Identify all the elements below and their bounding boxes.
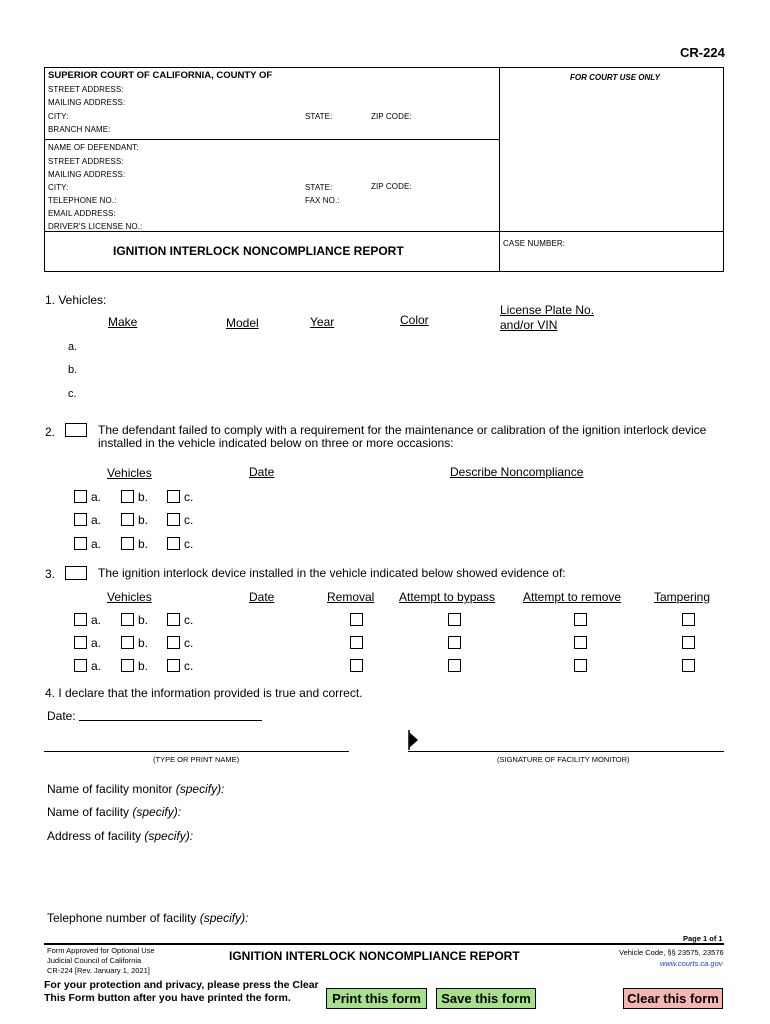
- form-id: CR-224: [680, 45, 725, 60]
- print-form-button[interactable]: Print this form: [326, 988, 427, 1009]
- name-line[interactable]: [44, 751, 349, 752]
- s2-r1-b-checkbox[interactable]: [121, 490, 134, 503]
- fax-label: FAX NO.:: [305, 196, 340, 205]
- state-label: STATE:: [305, 112, 333, 121]
- monitor-name-row: [47, 782, 224, 796]
- s3-r2-c-checkbox[interactable]: [167, 636, 180, 649]
- facility-address-specify: (specify):: [144, 829, 194, 843]
- s3-r1-c-label: c.: [184, 613, 194, 627]
- monitor-name-specify: (specify):: [175, 782, 225, 796]
- facility-phone-row: [47, 911, 248, 925]
- revision-text: CR-224 [Rev. January 1, 2021]: [47, 966, 150, 975]
- facility-address-label: Address of facility: [47, 829, 142, 843]
- s3-r1-a-label: a.: [91, 613, 102, 627]
- vehicle-row-a: a.: [68, 341, 78, 353]
- col-year: Year: [310, 315, 335, 329]
- defendant-zip-label: ZIP CODE:: [371, 182, 412, 191]
- s2-r2-a-checkbox[interactable]: [74, 513, 87, 526]
- section3-text: The ignition interlock device installed in the vehicle indicated below showed evidence of:: [98, 566, 566, 580]
- facility-phone-label: Telephone number of facility: [47, 911, 197, 925]
- s2-r1-a-checkbox[interactable]: [74, 490, 87, 503]
- defendant-city-label: CITY:: [48, 183, 69, 192]
- code-reference: Vehicle Code, §§ 23575, 23576: [619, 948, 724, 957]
- s3-r3-removal-checkbox[interactable]: [350, 659, 363, 672]
- s3-r2-removal-checkbox[interactable]: [350, 636, 363, 649]
- s2-r1-c-label: c.: [184, 490, 194, 504]
- license-label: DRIVER'S LICENSE NO.:: [48, 222, 143, 231]
- defendant-name-label: NAME OF DEFENDANT:: [48, 143, 139, 152]
- vehicle-row-b: b.: [68, 364, 78, 376]
- caption-divider: [499, 67, 500, 272]
- section2-checkbox[interactable]: [65, 423, 87, 437]
- caption-box: [44, 67, 724, 272]
- signature-caption: (SIGNATURE OF FACILITY MONITOR): [497, 755, 630, 764]
- s3-col-vehicles: Vehicles: [107, 590, 152, 604]
- s3-col-bypass: Attempt to bypass: [399, 590, 496, 604]
- col-license: License Plate No.: [500, 303, 595, 317]
- s3-r3-tampering-checkbox[interactable]: [682, 659, 695, 672]
- s3-r2-bypass-checkbox[interactable]: [448, 636, 461, 649]
- s2-col-describe: Describe Noncompliance: [450, 465, 584, 479]
- section3-number: 3.: [45, 567, 56, 581]
- s3-r3-bypass-checkbox[interactable]: [448, 659, 461, 672]
- s3-r2-b-checkbox[interactable]: [121, 636, 134, 649]
- page-number: Page 1 of 1: [683, 934, 723, 943]
- section2-number: 2.: [45, 425, 56, 439]
- privacy-text-1: For your protection and privacy, please press the Clear: [44, 979, 319, 991]
- section2-text1: The defendant failed to comply with a requirement for the maintenance or calibration of the ignition interlock device: [98, 423, 707, 437]
- s3-r2-remove-checkbox[interactable]: [574, 636, 587, 649]
- footer-title: IGNITION INTERLOCK NONCOMPLIANCE REPORT: [229, 949, 520, 963]
- email-label: EMAIL ADDRESS:: [48, 209, 116, 218]
- case-number-label: CASE NUMBER:: [503, 239, 566, 248]
- s3-r1-b-checkbox[interactable]: [121, 613, 134, 626]
- city-label: CITY:: [48, 112, 69, 121]
- s2-r1-b-label: b.: [138, 490, 149, 504]
- s2-col-date: Date: [249, 465, 275, 479]
- col-model: Model: [226, 316, 259, 330]
- s3-col-tampering: Tampering: [654, 590, 711, 604]
- courts-link[interactable]: www.courts.ca.gov: [660, 959, 723, 968]
- s3-col-removal: Removal: [327, 590, 375, 604]
- telephone-label: TELEPHONE NO.:: [48, 196, 117, 205]
- clear-form-button[interactable]: Clear this form: [623, 988, 723, 1009]
- s2-r3-b-checkbox[interactable]: [121, 537, 134, 550]
- s2-r2-c-label: c.: [184, 513, 194, 527]
- branch-label: BRANCH NAME:: [48, 125, 111, 134]
- s2-r1-a-label: a.: [91, 490, 102, 504]
- s3-r2-tampering-checkbox[interactable]: [682, 636, 695, 649]
- facility-phone-specify: (specify):: [199, 911, 249, 925]
- s3-col-remove: Attempt to remove: [523, 590, 622, 604]
- signature-arrow-icon: [408, 730, 420, 750]
- s3-col-date: Date: [249, 590, 275, 604]
- s2-r3-c-checkbox[interactable]: [167, 537, 180, 550]
- s2-r2-b-checkbox[interactable]: [121, 513, 134, 526]
- declaration-text: 4. I declare that the information provided is true and correct.: [45, 686, 363, 700]
- defendant-mailing-label: MAILING ADDRESS:: [48, 170, 126, 179]
- vehicles-heading: 1. Vehicles:: [45, 293, 107, 307]
- facility-name-row: [47, 805, 181, 819]
- s3-r2-b-label: b.: [138, 636, 149, 650]
- defendant-street-label: STREET ADDRESS:: [48, 157, 124, 166]
- s2-r1-c-checkbox[interactable]: [167, 490, 180, 503]
- signature-line[interactable]: [408, 751, 724, 752]
- facility-name-label: Name of facility: [47, 805, 130, 819]
- s3-r1-remove-checkbox[interactable]: [574, 613, 587, 626]
- s2-col-vehicles: Vehicles: [107, 466, 152, 480]
- street-label: STREET ADDRESS:: [48, 85, 124, 94]
- facility-name-specify: (specify):: [132, 805, 182, 819]
- s3-r2-a-checkbox[interactable]: [74, 636, 87, 649]
- s2-r2-a-label: a.: [91, 513, 102, 527]
- s3-r1-b-label: b.: [138, 613, 149, 627]
- s3-r2-a-label: a.: [91, 636, 102, 650]
- s3-r1-bypass-checkbox[interactable]: [448, 613, 461, 626]
- save-form-button[interactable]: Save this form: [436, 988, 536, 1009]
- s3-r3-remove-checkbox[interactable]: [574, 659, 587, 672]
- section2-text2: installed in the vehicle indicated below on three or more occasions:: [98, 436, 454, 450]
- col-vin: and/or VIN: [500, 318, 558, 332]
- col-color: Color: [400, 313, 429, 327]
- section3-checkbox[interactable]: [65, 566, 87, 580]
- mailing-label: MAILING ADDRESS:: [48, 98, 126, 107]
- s3-r3-a-checkbox[interactable]: [74, 659, 87, 672]
- vehicle-row-c: c.: [68, 388, 77, 400]
- date-line[interactable]: [79, 720, 262, 721]
- council-text: Judicial Council of California: [47, 956, 142, 965]
- monitor-name-label: Name of facility monitor: [47, 782, 173, 796]
- s2-r3-b-label: b.: [138, 537, 149, 551]
- s3-r3-c-checkbox[interactable]: [167, 659, 180, 672]
- s3-r1-a-checkbox[interactable]: [74, 613, 87, 626]
- s3-r3-c-label: c.: [184, 659, 194, 673]
- s3-r3-b-label: b.: [138, 659, 149, 673]
- footer-rule: [44, 943, 724, 945]
- s2-r3-c-label: c.: [184, 537, 194, 551]
- approved-text: Form Approved for Optional Use: [47, 946, 155, 955]
- s2-r3-a-label: a.: [91, 537, 102, 551]
- col-make: Make: [108, 315, 138, 329]
- divider-title: [44, 231, 724, 232]
- s2-r2-c-checkbox[interactable]: [167, 513, 180, 526]
- defendant-state-label: STATE:: [305, 183, 333, 192]
- s3-r1-c-checkbox[interactable]: [167, 613, 180, 626]
- court-label: SUPERIOR COURT OF CALIFORNIA, COUNTY OF: [48, 70, 273, 81]
- type-name-caption: (TYPE OR PRINT NAME): [153, 755, 240, 764]
- s3-r2-c-label: c.: [184, 636, 194, 650]
- s3-r3-a-label: a.: [91, 659, 102, 673]
- date-label: Date:: [47, 709, 76, 723]
- divider-court: [44, 139, 500, 140]
- privacy-text-2: This Form button after you have printed the form.: [44, 992, 291, 1004]
- facility-address-row: [47, 829, 193, 843]
- s2-r3-a-checkbox[interactable]: [74, 537, 87, 550]
- zip-label: ZIP CODE:: [371, 112, 412, 121]
- court-use-label: FOR COURT USE ONLY: [570, 73, 660, 82]
- s3-r1-removal-checkbox[interactable]: [350, 613, 363, 626]
- s2-r2-b-label: b.: [138, 513, 149, 527]
- form-title: IGNITION INTERLOCK NONCOMPLIANCE REPORT: [113, 244, 404, 258]
- s3-r3-b-checkbox[interactable]: [121, 659, 134, 672]
- s3-r1-tampering-checkbox[interactable]: [682, 613, 695, 626]
